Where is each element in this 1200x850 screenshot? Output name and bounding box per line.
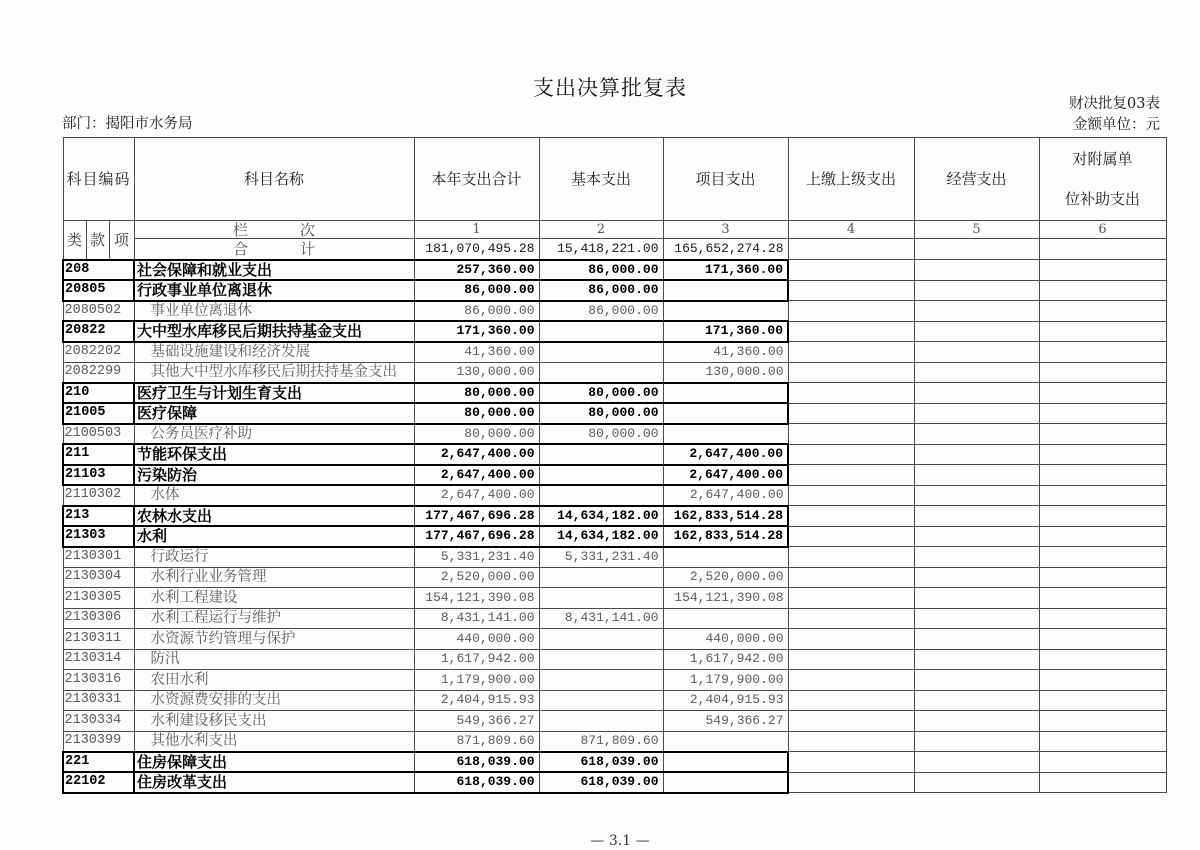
business-expenditure [914, 485, 1039, 506]
total-expenditure: 41,360.00 [414, 342, 539, 363]
table-header [63, 138, 1166, 260]
total-expenditure: 154,121,390.08 [414, 588, 539, 609]
subject-code: 2130304 [63, 567, 134, 588]
subject-code: 213 [63, 506, 134, 527]
project-expenditure [663, 301, 788, 322]
business-expenditure [914, 506, 1039, 527]
grand-total-basic: 15,418,221.00 [539, 239, 663, 260]
remit-upper-expenditure [788, 588, 914, 609]
total-expenditure: 2,647,400.00 [414, 444, 539, 465]
amount-unit-label: 金额单位：元 [1073, 117, 1160, 133]
remit-upper-expenditure [788, 506, 914, 527]
header-basic-expenditure: 基本支出 [539, 138, 663, 221]
subsidiary-subsidy-expenditure [1039, 506, 1166, 527]
subject-name: 基础设施建设和经济发展 [134, 342, 414, 363]
business-expenditure [914, 444, 1039, 465]
header-subsidiary-subsidy-line2: 位补助支出 [1064, 190, 1140, 208]
remit-upper-expenditure [788, 444, 914, 465]
remit-upper-expenditure [788, 711, 914, 732]
subject-code: 211 [63, 444, 134, 465]
total-expenditure: 5,331,231.40 [414, 547, 539, 568]
subject-code: 21303 [63, 526, 134, 547]
basic-expenditure [539, 444, 663, 465]
subject-code: 2130306 [63, 608, 134, 629]
subject-name: 水利工程运行与维护 [134, 608, 414, 629]
business-expenditure [914, 731, 1039, 752]
business-expenditure [914, 403, 1039, 424]
subject-name: 水利工程建设 [134, 588, 414, 609]
subject-name: 住房保障支出 [134, 752, 414, 773]
subject-code: 2130305 [63, 588, 134, 609]
project-expenditure: 440,000.00 [663, 629, 788, 650]
table-row [63, 362, 1166, 383]
project-expenditure: 162,833,514.28 [663, 526, 788, 547]
subject-code: 208 [63, 260, 134, 281]
subject-name: 其他水利支出 [134, 731, 414, 752]
business-expenditure [914, 690, 1039, 711]
subject-name: 行政运行 [134, 547, 414, 568]
table-row [63, 608, 1166, 629]
business-expenditure [914, 321, 1039, 342]
business-expenditure [914, 629, 1039, 650]
total-expenditure: 2,520,000.00 [414, 567, 539, 588]
table-row [63, 321, 1166, 342]
remit-upper-expenditure [788, 526, 914, 547]
remit-upper-expenditure [788, 608, 914, 629]
table-body [63, 260, 1166, 793]
table-row [63, 301, 1166, 322]
subsidiary-subsidy-expenditure [1039, 485, 1166, 506]
remit-upper-expenditure [788, 424, 914, 445]
project-expenditure: 2,520,000.00 [663, 567, 788, 588]
grand-total-project: 165,652,274.28 [663, 239, 788, 260]
business-expenditure [914, 526, 1039, 547]
subject-code: 22102 [63, 772, 134, 793]
subject-name: 水资源费安排的支出 [134, 690, 414, 711]
business-expenditure [914, 608, 1039, 629]
basic-expenditure: 86,000.00 [539, 280, 663, 301]
subject-name: 防汛 [134, 649, 414, 670]
table-row [63, 567, 1166, 588]
header-subsidiary-subsidy [1039, 138, 1166, 221]
remit-upper-expenditure [788, 403, 914, 424]
subject-code: 20805 [63, 280, 134, 301]
subject-name: 农林水支出 [134, 506, 414, 527]
subsidiary-subsidy-expenditure [1039, 383, 1166, 404]
subject-code: 221 [63, 752, 134, 773]
business-expenditure [914, 260, 1039, 281]
grand-total-expenditure: 181,070,495.28 [414, 239, 539, 260]
basic-expenditure [539, 362, 663, 383]
expenditure-table [62, 137, 1167, 794]
basic-expenditure: 80,000.00 [539, 403, 663, 424]
remit-upper-expenditure [788, 547, 914, 568]
subject-name: 公务员医疗补助 [134, 424, 414, 445]
table-row [63, 280, 1166, 301]
business-expenditure [914, 588, 1039, 609]
page-title: 支出决算批复表 [533, 76, 687, 100]
project-expenditure [663, 772, 788, 793]
total-expenditure: 2,404,915.93 [414, 690, 539, 711]
total-expenditure: 1,617,942.00 [414, 649, 539, 670]
header-section-level: 款 [86, 221, 109, 260]
basic-expenditure [539, 690, 663, 711]
table-row [63, 649, 1166, 670]
basic-expenditure [539, 321, 663, 342]
business-expenditure [914, 547, 1039, 568]
remit-upper-expenditure [788, 629, 914, 650]
subject-code: 2130399 [63, 731, 134, 752]
business-expenditure [914, 383, 1039, 404]
subject-name: 污染防治 [134, 465, 414, 486]
subject-code: 2130314 [63, 649, 134, 670]
subsidiary-subsidy-expenditure [1039, 547, 1166, 568]
basic-expenditure: 86,000.00 [539, 301, 663, 322]
subsidiary-subsidy-expenditure [1039, 301, 1166, 322]
grand-total-row [63, 239, 1166, 260]
table-row [63, 711, 1166, 732]
header-row [63, 138, 1166, 221]
subject-code: 2130334 [63, 711, 134, 732]
subject-name: 水利建设移民支出 [134, 711, 414, 732]
project-expenditure [663, 403, 788, 424]
header-item-level: 项 [109, 221, 134, 260]
business-expenditure [914, 567, 1039, 588]
basic-expenditure: 86,000.00 [539, 260, 663, 281]
total-expenditure: 80,000.00 [414, 383, 539, 404]
total-expenditure: 177,467,696.28 [414, 526, 539, 547]
business-expenditure [914, 301, 1039, 322]
header-subject-code: 科目编码 [63, 138, 134, 221]
subject-code: 21005 [63, 403, 134, 424]
basic-expenditure: 618,039.00 [539, 772, 663, 793]
project-expenditure [663, 424, 788, 445]
subsidiary-subsidy-expenditure [1039, 260, 1166, 281]
remit-upper-expenditure [788, 670, 914, 691]
header-subject-name: 科目名称 [134, 138, 414, 221]
business-expenditure [914, 649, 1039, 670]
table-row [63, 444, 1166, 465]
business-expenditure [914, 772, 1039, 793]
project-expenditure: 2,647,400.00 [663, 465, 788, 486]
remit-upper-expenditure [788, 362, 914, 383]
remit-upper-expenditure [788, 342, 914, 363]
subsidiary-subsidy-expenditure [1039, 772, 1166, 793]
subsidiary-subsidy-expenditure [1039, 465, 1166, 486]
basic-expenditure [539, 629, 663, 650]
business-expenditure [914, 424, 1039, 445]
column-number: 5 [914, 221, 1039, 239]
column-number: 2 [539, 221, 663, 239]
total-expenditure: 549,366.27 [414, 711, 539, 732]
subject-code: 2130316 [63, 670, 134, 691]
remit-upper-expenditure [788, 731, 914, 752]
basic-expenditure: 8,431,141.00 [539, 608, 663, 629]
page-number: — 3.1 — [590, 833, 650, 849]
basic-expenditure [539, 670, 663, 691]
remit-upper-expenditure [788, 567, 914, 588]
subject-name: 住房改革支出 [134, 772, 414, 793]
business-expenditure [914, 711, 1039, 732]
total-expenditure: 171,360.00 [414, 321, 539, 342]
subject-name: 农田水利 [134, 670, 414, 691]
business-expenditure [914, 752, 1039, 773]
project-expenditure: 171,360.00 [663, 260, 788, 281]
subject-name: 水利 [134, 526, 414, 547]
header-project-expenditure: 项目支出 [663, 138, 788, 221]
subsidiary-subsidy-expenditure [1039, 649, 1166, 670]
project-expenditure: 2,404,915.93 [663, 690, 788, 711]
table-row [63, 588, 1166, 609]
basic-expenditure [539, 485, 663, 506]
table-row [63, 485, 1166, 506]
table-row [63, 383, 1166, 404]
subsidiary-subsidy-expenditure [1039, 444, 1166, 465]
basic-expenditure [539, 342, 663, 363]
project-expenditure: 171,360.00 [663, 321, 788, 342]
total-expenditure: 618,039.00 [414, 752, 539, 773]
table-row [63, 526, 1166, 547]
subsidiary-subsidy-expenditure [1039, 362, 1166, 383]
project-expenditure: 1,179,900.00 [663, 670, 788, 691]
subsidiary-subsidy-expenditure [1039, 629, 1166, 650]
remit-upper-expenditure [788, 260, 914, 281]
subsidiary-subsidy-expenditure [1039, 280, 1166, 301]
business-expenditure [914, 342, 1039, 363]
subject-code: 2130331 [63, 690, 134, 711]
basic-expenditure [539, 567, 663, 588]
basic-expenditure: 80,000.00 [539, 424, 663, 445]
grand-total-remit-upper [788, 239, 914, 260]
subject-name: 社会保障和就业支出 [134, 260, 414, 281]
total-expenditure: 440,000.00 [414, 629, 539, 650]
project-expenditure: 130,000.00 [663, 362, 788, 383]
subsidiary-subsidy-expenditure [1039, 588, 1166, 609]
subject-name: 医疗卫生与计划生育支出 [134, 383, 414, 404]
subject-name: 事业单位离退休 [134, 301, 414, 322]
subsidiary-subsidy-expenditure [1039, 321, 1166, 342]
table-row [63, 670, 1166, 691]
business-expenditure [914, 670, 1039, 691]
table-row [63, 424, 1166, 445]
remit-upper-expenditure [788, 321, 914, 342]
project-expenditure [663, 280, 788, 301]
subject-code: 210 [63, 383, 134, 404]
header-total-expenditure: 本年支出合计 [414, 138, 539, 221]
total-expenditure: 2,647,400.00 [414, 465, 539, 486]
basic-expenditure: 618,039.00 [539, 752, 663, 773]
total-expenditure: 871,809.60 [414, 731, 539, 752]
column-number-row [63, 221, 1166, 239]
total-expenditure: 257,360.00 [414, 260, 539, 281]
total-expenditure: 86,000.00 [414, 301, 539, 322]
basic-expenditure: 14,634,182.00 [539, 526, 663, 547]
subject-name: 水体 [134, 485, 414, 506]
subject-code: 2100503 [63, 424, 134, 445]
subsidiary-subsidy-expenditure [1039, 752, 1166, 773]
subject-name: 水资源节约管理与保护 [134, 629, 414, 650]
column-number: 3 [663, 221, 788, 239]
header-class-level: 类 [63, 221, 86, 260]
subject-name: 行政事业单位离退休 [134, 280, 414, 301]
project-expenditure [663, 752, 788, 773]
subject-name: 节能环保支出 [134, 444, 414, 465]
subsidiary-subsidy-expenditure [1039, 608, 1166, 629]
column-number: 1 [414, 221, 539, 239]
remit-upper-expenditure [788, 280, 914, 301]
remit-upper-expenditure [788, 485, 914, 506]
project-expenditure: 2,647,400.00 [663, 444, 788, 465]
table-row [63, 752, 1166, 773]
table-row [63, 731, 1166, 752]
total-expenditure: 2,647,400.00 [414, 485, 539, 506]
basic-expenditure: 5,331,231.40 [539, 547, 663, 568]
subject-name: 大中型水库移民后期扶持基金支出 [134, 321, 414, 342]
basic-expenditure [539, 711, 663, 732]
table-row [63, 342, 1166, 363]
subject-name: 医疗保障 [134, 403, 414, 424]
subject-code: 2082202 [63, 342, 134, 363]
table-row [63, 629, 1166, 650]
project-expenditure: 162,833,514.28 [663, 506, 788, 527]
header-business-expenditure: 经营支出 [914, 138, 1039, 221]
department-label: 部门：揭阳市水务局 [62, 116, 193, 132]
table-row [63, 465, 1166, 486]
remit-upper-expenditure [788, 383, 914, 404]
basic-expenditure: 871,809.60 [539, 731, 663, 752]
column-number: 6 [1039, 221, 1166, 239]
table-row [63, 772, 1166, 793]
header-remit-upper-expenditure: 上缴上级支出 [788, 138, 914, 221]
basic-expenditure [539, 649, 663, 670]
basic-expenditure: 14,634,182.00 [539, 506, 663, 527]
subsidiary-subsidy-expenditure [1039, 670, 1166, 691]
remit-upper-expenditure [788, 772, 914, 793]
total-expenditure: 8,431,141.00 [414, 608, 539, 629]
table-row [63, 690, 1166, 711]
project-expenditure: 41,360.00 [663, 342, 788, 363]
total-expenditure: 86,000.00 [414, 280, 539, 301]
basic-expenditure [539, 588, 663, 609]
column-number-label: 栏次 [134, 221, 414, 239]
subsidiary-subsidy-expenditure [1039, 567, 1166, 588]
total-expenditure: 80,000.00 [414, 424, 539, 445]
total-expenditure: 618,039.00 [414, 772, 539, 793]
subject-code: 2110302 [63, 485, 134, 506]
remit-upper-expenditure [788, 465, 914, 486]
project-expenditure [663, 547, 788, 568]
table-row [63, 260, 1166, 281]
business-expenditure [914, 465, 1039, 486]
subject-code: 2130311 [63, 629, 134, 650]
project-expenditure [663, 731, 788, 752]
remit-upper-expenditure [788, 649, 914, 670]
subsidiary-subsidy-expenditure [1039, 711, 1166, 732]
total-expenditure: 177,467,696.28 [414, 506, 539, 527]
project-expenditure: 1,617,942.00 [663, 649, 788, 670]
subject-code: 20822 [63, 321, 134, 342]
subsidiary-subsidy-expenditure [1039, 403, 1166, 424]
project-expenditure: 549,366.27 [663, 711, 788, 732]
subsidiary-subsidy-expenditure [1039, 731, 1166, 752]
form-code: 财决批复03表 [1069, 96, 1160, 112]
table-row [63, 547, 1166, 568]
remit-upper-expenditure [788, 301, 914, 322]
subject-code: 2082299 [63, 362, 134, 383]
grand-total-business [914, 239, 1039, 260]
subject-code: 2130301 [63, 547, 134, 568]
subject-name: 其他大中型水库移民后期扶持基金支出 [134, 362, 414, 383]
grand-total-label: 合计 [134, 239, 414, 260]
project-expenditure: 154,121,390.08 [663, 588, 788, 609]
subject-code: 21103 [63, 465, 134, 486]
total-expenditure: 1,179,900.00 [414, 670, 539, 691]
remit-upper-expenditure [788, 690, 914, 711]
subsidiary-subsidy-expenditure [1039, 424, 1166, 445]
table-row [63, 506, 1166, 527]
subject-name: 水利行业业务管理 [134, 567, 414, 588]
basic-expenditure: 80,000.00 [539, 383, 663, 404]
project-expenditure [663, 383, 788, 404]
subject-code: 2080502 [63, 301, 134, 322]
total-expenditure: 130,000.00 [414, 362, 539, 383]
total-expenditure: 80,000.00 [414, 403, 539, 424]
business-expenditure [914, 280, 1039, 301]
basic-expenditure [539, 465, 663, 486]
subsidiary-subsidy-expenditure [1039, 690, 1166, 711]
remit-upper-expenditure [788, 752, 914, 773]
subsidiary-subsidy-expenditure [1039, 342, 1166, 363]
table-row [63, 403, 1166, 424]
header-subsidiary-subsidy-line1: 对附属单 [1072, 150, 1133, 168]
business-expenditure [914, 362, 1039, 383]
column-number: 4 [788, 221, 914, 239]
grand-total-subsidiary-subsidy [1039, 239, 1166, 260]
project-expenditure [663, 608, 788, 629]
subsidiary-subsidy-expenditure [1039, 526, 1166, 547]
project-expenditure: 2,647,400.00 [663, 485, 788, 506]
